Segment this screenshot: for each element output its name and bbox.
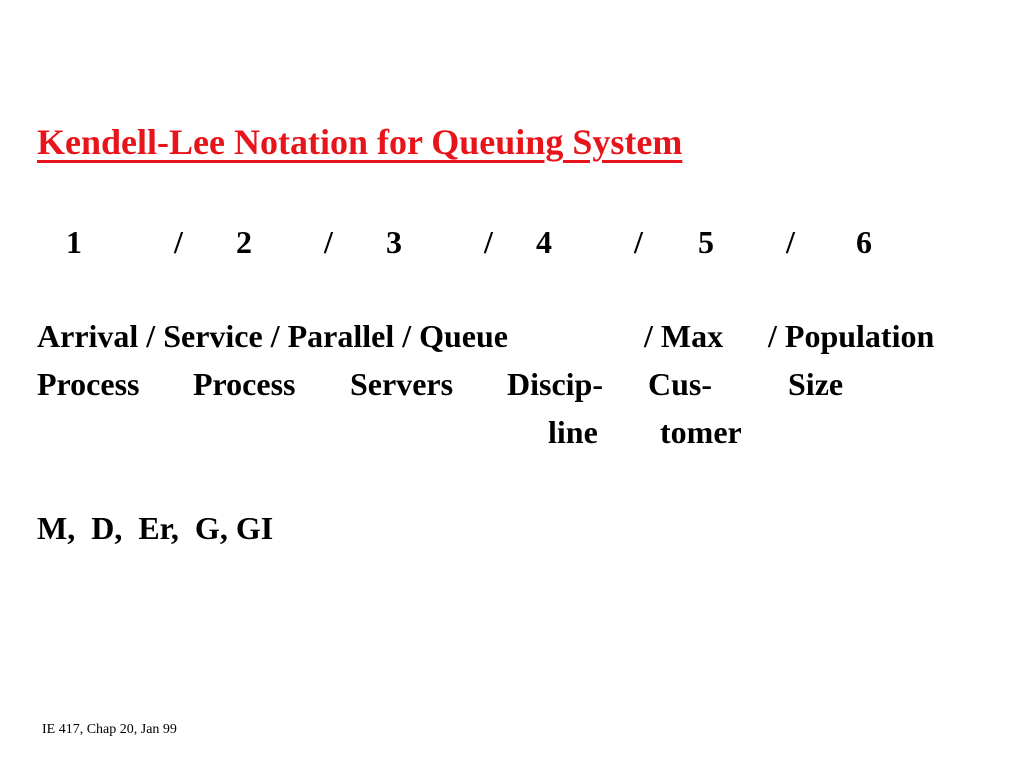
separator: / [634, 224, 643, 260]
separator: / [786, 224, 795, 260]
slide-title: Kendell-Lee Notation for Queuing System [37, 122, 683, 162]
position-5: 5 [698, 224, 714, 260]
examples-row: M, D, Er, G, GI [37, 510, 274, 546]
separator: / [174, 224, 183, 260]
position-3: 3 [386, 224, 402, 260]
position-4: 4 [536, 224, 552, 260]
footer: IE 417, Chap 20, Jan 99 [42, 722, 177, 737]
label-row-2 [0, 364, 1024, 404]
label-population: / Population [768, 318, 935, 354]
label-row-3 [0, 412, 1024, 452]
separator: / [484, 224, 493, 260]
label-cus: Cus- [648, 366, 713, 402]
position-6: 6 [856, 224, 872, 260]
label-servers: Servers [350, 366, 454, 402]
label-max: / Max [644, 318, 724, 354]
label-process-arrival: Process [37, 366, 140, 402]
position-1: 1 [66, 224, 82, 260]
label-line: line [548, 414, 598, 450]
separator: / [324, 224, 333, 260]
label-process-service: Process [193, 366, 296, 402]
position-2: 2 [236, 224, 252, 260]
label-row-1 [0, 316, 1024, 356]
position-row [0, 222, 1024, 262]
labels-arrival-to-queue: Arrival / Service / Parallel / Queue [37, 318, 508, 354]
label-tomer: tomer [660, 414, 742, 450]
label-size: Size [788, 366, 844, 402]
label-discip: Discip- [507, 366, 603, 402]
